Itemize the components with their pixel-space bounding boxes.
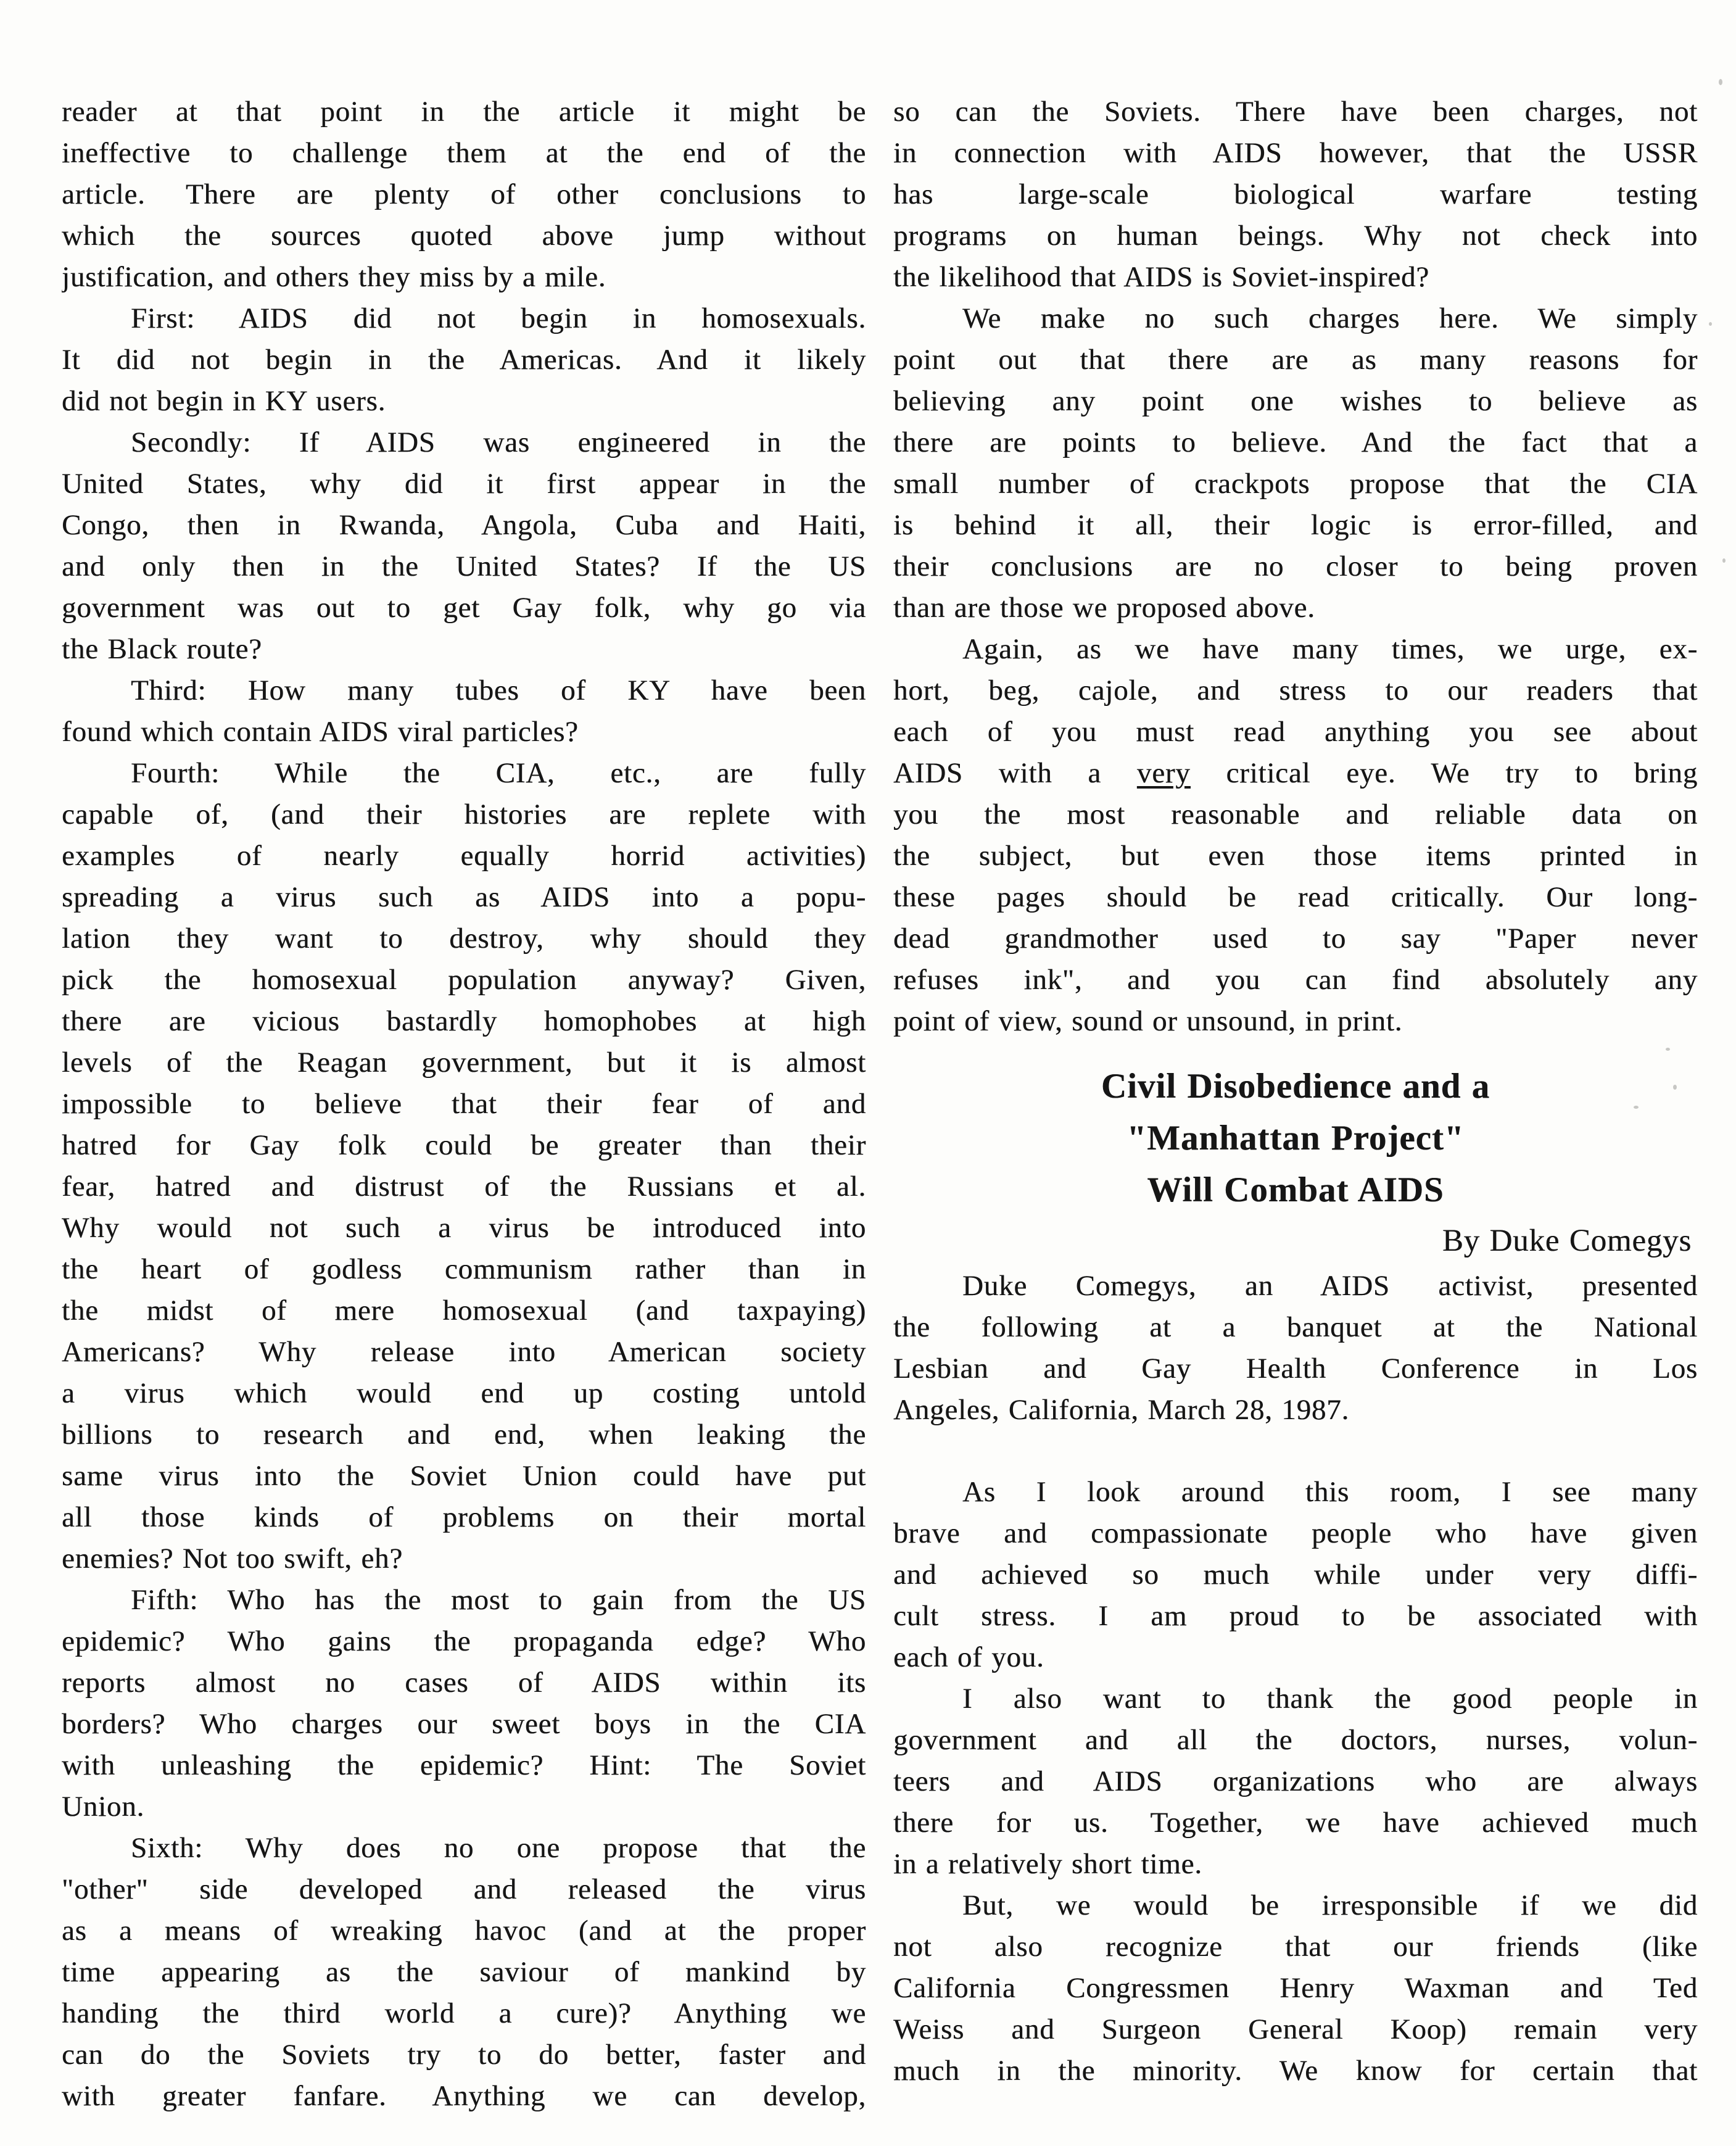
text-line: brave and compassionate people who have given (893, 1517, 1698, 1549)
text-line: as a means of wreaking havoc (and at the proper (62, 1915, 866, 1947)
text-line: examples of nearly equally horrid activities) (62, 840, 866, 872)
text-line: which the sources quoted above jump without (62, 220, 866, 252)
text-line: the Black route? (62, 633, 262, 665)
text-line: dead grandmother used to say "Paper never (893, 922, 1698, 955)
text-line: a virus which would end up costing untold (62, 1377, 866, 1409)
text-line: Lesbian and Gay Health Conference in Los (893, 1353, 1698, 1385)
text-line: with unleashing the epidemic? Hint: The Soviet (62, 1749, 866, 1781)
text-line: the midst of mere homosexual (and taxpaying) (62, 1295, 866, 1327)
intro-note (893, 1266, 1698, 1431)
two-column-layout (62, 91, 1698, 2117)
text-line: Civil Disobedience and a (1101, 1067, 1490, 1106)
text-line: government and all the doctors, nurses, volun- (893, 1724, 1698, 1756)
text-line: did not begin in KY users. (62, 385, 386, 417)
text-line: time appearing as the saviour of mankind by (62, 1956, 866, 1988)
text-line: has large-scale biological warfare testing (893, 178, 1698, 210)
text-line: point of view, sound or unsound, in print. (893, 1005, 1403, 1037)
text-line: much in the minority. We know for certain that (893, 2055, 1698, 2087)
text-line: Why would not such a virus be introduced into (62, 1212, 866, 1244)
article-headline (893, 1061, 1698, 1216)
scan-artifact (1722, 558, 1726, 563)
speech-paragraph-opening (893, 1472, 1698, 1678)
text-line: all those kinds of problems on their mortal (62, 1501, 866, 1533)
text-line: each of you. (893, 1641, 1044, 1673)
speech-paragraph-minority (893, 1885, 1698, 2092)
text-line: But, we would be irresponsible if we did (962, 1889, 1698, 1921)
text-line: small number of crackpots propose that the CIA (893, 468, 1698, 500)
text-line: and only then in the United States? If the US (62, 550, 866, 582)
text-line: epidemic? Who gains the propaganda edge? Who (62, 1625, 866, 1657)
scan-artifact (1634, 1106, 1639, 1109)
text-line: borders? Who charges our sweet boys in the CIA (62, 1708, 866, 1740)
text-line: Sixth: Why does no one propose that the (131, 1832, 866, 1864)
scan-artifact (1719, 79, 1722, 85)
text-line: impossible to believe that their fear of and (62, 1088, 866, 1120)
text-line: believing any point one wishes to believe as (893, 385, 1698, 417)
text-line: than are those we proposed above. (893, 592, 1315, 624)
text-line: the likelihood that AIDS is Soviet-inspired? (893, 261, 1429, 293)
text-line: Fifth: Who has the most to gain from the US (131, 1584, 866, 1616)
text-line: so can the Soviets. There have been charges, not (893, 96, 1698, 128)
text-line: the following at a banquet at the National (893, 1311, 1698, 1343)
text-line: Will Combat AIDS (1147, 1170, 1444, 1209)
speech-paragraph-thanks (893, 1678, 1698, 1885)
text-line: there are vicious bastardly homophobes at high (62, 1005, 866, 1037)
text-line: Third: How many tubes of KY have been (131, 674, 866, 706)
left-column (62, 91, 866, 2117)
text-line: these pages should be read critically. Our long- (893, 881, 1698, 913)
text-line: Union. (62, 1791, 145, 1823)
text-line: United States, why did it first appear in the (62, 468, 866, 500)
text-line: "Manhattan Project" (1126, 1119, 1465, 1158)
text-line: spreading a virus such as AIDS into a popu- (62, 881, 866, 913)
text-line: programs on human beings. Why not check into (893, 220, 1698, 252)
text-line: is behind it all, their logic is error-filled, and (893, 509, 1698, 541)
paragraph-continuation (62, 91, 866, 298)
paragraph-critical-eye (893, 629, 1698, 1042)
text-line: enemies? Not too swift, eh? (62, 1543, 403, 1575)
text-line: reader at that point in the article it might be (62, 96, 866, 128)
right-column (893, 91, 1698, 2117)
text-line: Weiss and Surgeon General Koop) remain very (893, 2013, 1698, 2045)
text-line: hatred for Gay folk could be greater than their (62, 1129, 866, 1161)
text-line: same virus into the Soviet Union could have put (62, 1460, 866, 1492)
scan-artifact (1709, 322, 1712, 326)
text-line: reports almost no cases of AIDS within its (62, 1667, 866, 1699)
text-line: billions to research and end, when leaking the (62, 1419, 866, 1451)
text-line: fear, hatred and distrust of the Russians et al. (62, 1170, 866, 1203)
text-line: found which contain AIDS viral particles? (62, 716, 579, 748)
text-line: Fourth: While the CIA, etc., are fully (131, 757, 866, 789)
text-line: in a relatively short time. (893, 1848, 1202, 1880)
text-line: As I look around this room, I see many (962, 1476, 1698, 1508)
paragraph-sixth-point (62, 1828, 866, 2117)
text-line: their conclusions are no closer to being proven (893, 550, 1698, 582)
text-line: justification, and others they miss by a mile. (62, 261, 606, 293)
text-line: article. There are plenty of other conclusions to (62, 178, 866, 210)
paragraph-no-charges (893, 298, 1698, 629)
text-line: handing the third world a cure)? Anything we (62, 1997, 866, 2029)
scan-artifact (1666, 1048, 1670, 1051)
paragraph-fourth-point (62, 753, 866, 1580)
text-line: levels of the Reagan government, but it is almost (62, 1046, 866, 1079)
text-line: ineffective to challenge them at the end of the (62, 137, 866, 169)
text-line: with greater fanfare. Anything we can develop, (62, 2080, 866, 2112)
text-line: capable of, (and their histories are replete with (62, 798, 866, 831)
text-line: you the most reasonable and reliable data on (893, 798, 1698, 831)
text-line: pick the homosexual population anyway? Given, (62, 964, 866, 996)
text-line: AIDS with a very critical eye. We try to bring (893, 757, 1698, 789)
text-line: Americans? Why release into American society (62, 1336, 866, 1368)
text-line: the heart of godless communism rather than in (62, 1253, 866, 1285)
text-line: Angeles, California, March 28, 1987. (893, 1394, 1350, 1426)
text-line: California Congressmen Henry Waxman and Ted (893, 1972, 1698, 2004)
text-line: "other" side developed and released the virus (62, 1873, 866, 1905)
text-line: hort, beg, cajole, and stress to our readers that (893, 674, 1698, 706)
text-line: Duke Comegys, an AIDS activist, presented (962, 1270, 1698, 1302)
text-line: in connection with AIDS however, that the USSR (893, 137, 1698, 169)
text-line: government was out to get Gay folk, why go via (62, 592, 866, 624)
text-line: First: AIDS did not begin in homosexuals. (131, 302, 866, 334)
text-line: Again, as we have many times, we urge, ex- (962, 633, 1698, 665)
text-line: lation they want to destroy, why should they (62, 922, 866, 955)
text-line: each of you must read anything you see about (893, 716, 1698, 748)
paragraph-secondly-point (62, 422, 866, 670)
paragraph-fifth-point (62, 1580, 866, 1828)
text-line: there for us. Together, we have achieved much (893, 1807, 1698, 1839)
text-line: point out that there are as many reasons for (893, 344, 1698, 376)
text-line: Congo, then in Rwanda, Angola, Cuba and Haiti, (62, 509, 866, 541)
text-line: We make no such charges here. We simply (962, 302, 1698, 334)
text-line: Secondly: If AIDS was engineered in the (131, 426, 866, 458)
text-line: refuses ink", and you can find absolutely any (893, 964, 1698, 996)
text-line: I also want to thank the good people in (962, 1683, 1698, 1715)
text-line: not also recognize that our friends (like (893, 1931, 1698, 1963)
byline: By Duke Comegys (1442, 1224, 1692, 1258)
paragraph-soviets-continuation (893, 91, 1698, 298)
text-line: cult stress. I am proud to be associated with (893, 1600, 1698, 1632)
paragraph-third-point (62, 670, 866, 753)
text-line: teers and AIDS organizations who are always (893, 1765, 1698, 1797)
scan-artifact (1673, 1085, 1677, 1090)
text-line: there are points to believe. And the fact that a (893, 426, 1698, 458)
text-line: It did not begin in the Americas. And it likely (62, 344, 866, 376)
text-line: and achieved so much while under very diffi- (893, 1559, 1698, 1591)
paragraph-first-point (62, 298, 866, 422)
text-line: the subject, but even those items printed in (893, 840, 1698, 872)
text-line: can do the Soviets try to do better, faster and (62, 2039, 866, 2071)
